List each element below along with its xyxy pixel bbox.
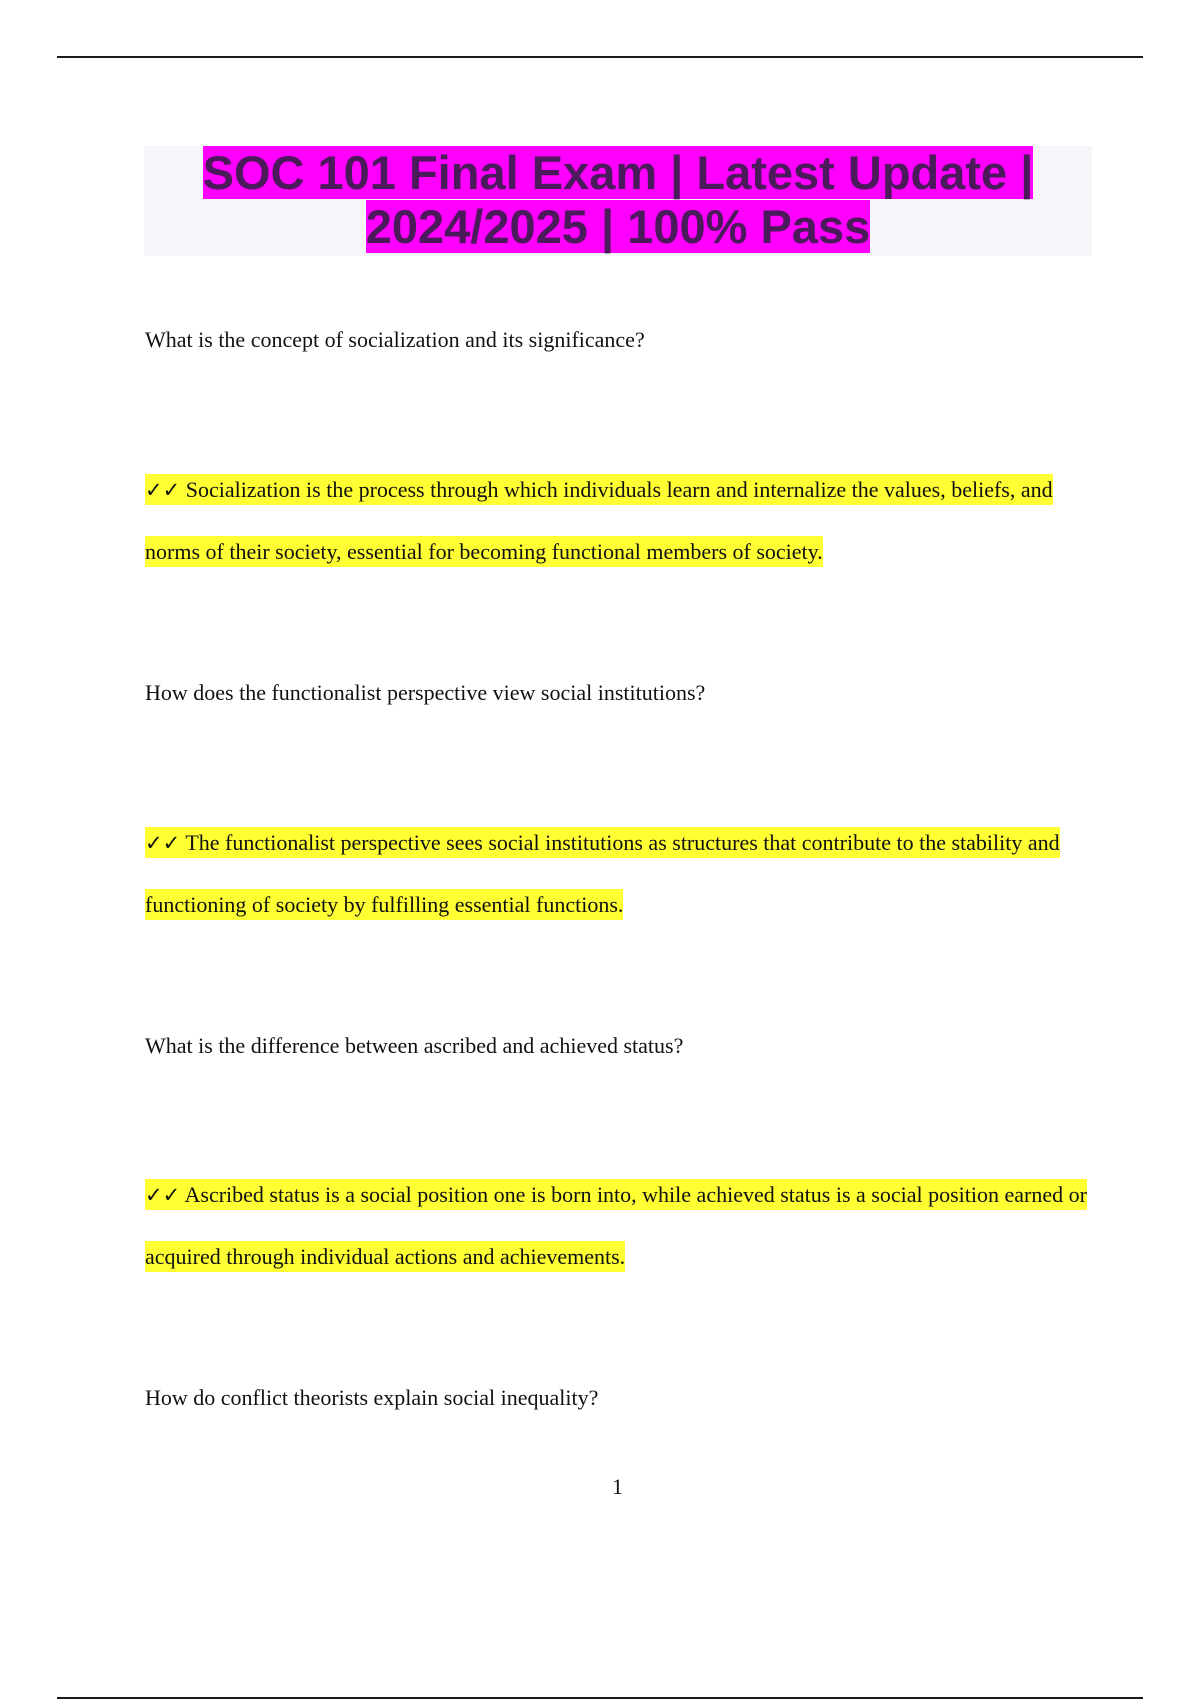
title-banner [144, 146, 1092, 256]
document-title: SOC 101 Final Exam | Latest Update | 2024/2025 | 100% Pass [202, 146, 1034, 253]
double-check-icon: ✓✓ [145, 1183, 181, 1207]
bottom-rule [57, 1697, 1143, 1699]
question-2: How does the functionalist perspective view social institutions? [145, 680, 706, 705]
top-rule [57, 56, 1143, 58]
page-number: 1 [612, 1474, 623, 1499]
question-4: How do conflict theorists explain social inequality? [145, 1385, 599, 1410]
answer-3: ✓✓ Ascribed status is a social position one is born into, while achieved status is a social position earned or acquired through individual actions and achievements. [145, 1164, 1095, 1287]
question-3: What is the difference between ascribed and achieved status? [145, 1033, 684, 1058]
double-check-icon: ✓✓ [145, 831, 181, 855]
question-1: What is the concept of socialization and its significance? [145, 327, 645, 352]
double-check-icon: ✓✓ [145, 478, 181, 502]
answer-1: ✓✓ Socialization is the process through which individuals learn and internalize the values, beliefs, and norms of their society, essential for becoming functional members of society. [145, 459, 1095, 582]
answer-2: ✓✓ The functionalist perspective sees social institutions as structures that contribute to the stability and functioning of society by fulfilling essential functions. [145, 812, 1095, 935]
